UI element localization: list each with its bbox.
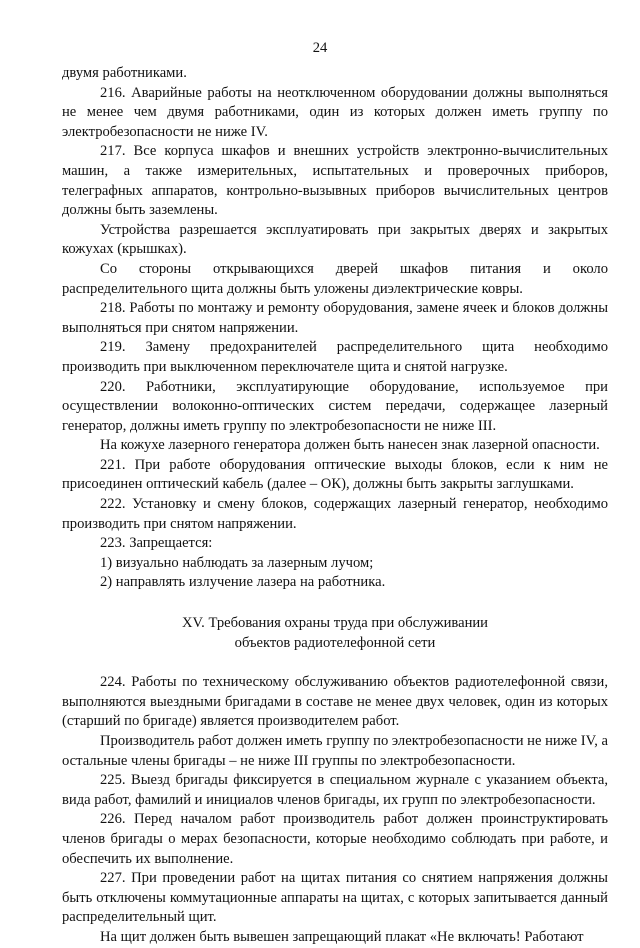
paragraph: двумя работниками.	[62, 65, 187, 81]
paragraph: 224. Работы по техническому обслуживанию объектов радиотелефонной связи, выполняются выездными бригадами в составе не менее двух человек, один из которых (старший по бригаде) является производителем работ.	[62, 674, 608, 730]
paragraph: 2) направлять излучение лазера на работника.	[100, 574, 386, 591]
paragraphs-after-section	[62, 673, 608, 947]
paragraph: Производитель работ должен иметь группу по электробезопасности не ниже IV, а остальные члены бригады – не ниже III группы по электробезопасности.	[62, 733, 609, 769]
paragraph: 217. Все корпуса шкафов и внешних устройств электронно-вычислительных машин, а также измерительных, испытательных и проверочных приборов, телеграфных аппаратов, контрольно-вызывных приборов вычислительных центров должны быть заземлены.	[62, 143, 608, 219]
paragraph: Устройства разрешается эксплуатировать при закрытых дверях и закрытых кожухах (крышках).	[62, 221, 608, 258]
paragraph: 1) визуально наблюдать за лазерным лучом;	[100, 554, 374, 571]
paragraph: 220. Работники, эксплуатирующие оборудование, используемое при осуществлении волоконно-оптических систем передачи, содержащее лазерный генератор, должны иметь группу по электробезопасности не ниже III.	[62, 378, 608, 434]
paragraph: 222. Установку и смену блоков, содержащих лазерный генератор, необходимо производить при снятом напряжении.	[62, 496, 608, 532]
page-number: 24	[312, 40, 328, 56]
paragraphs-before-section	[62, 64, 608, 593]
section-heading	[62, 614, 608, 653]
paragraph: 221. При работе оборудования оптические выходы блоков, если к ним не присоединен оптический кабель (далее – ОК), должны быть закрыты заглушками.	[62, 456, 608, 493]
paragraph: 226. Перед началом работ производитель работ должен проинструктировать членов бригады о мерах безопасности, которые необходимо соблюдать при работе, и обеспечить их выполнение.	[62, 811, 608, 867]
page-content	[62, 64, 608, 948]
paragraph: 227. При проведении работ на щитах питания со снятием напряжения должны быть отключены коммутационные аппараты на щитах, с которых запитывается данный распределительный щит.	[62, 870, 608, 926]
paragraph: 219. Замену предохранителей распределительного щита необходимо производить при выключенном переключателе щита и снятой нагрузке.	[62, 339, 608, 375]
section-heading-line-1: XV. Требования охраны труда при обслуживании	[181, 615, 488, 632]
paragraph: 218. Работы по монтажу и ремонту оборудования, замене ячеек и блоков должны выполняться при снятом напряжении.	[62, 300, 608, 336]
paragraph: 216. Аварийные работы на неотключенном оборудовании должны выполняться не менее чем двумя работниками, один из которых должен иметь группу по электробезопасности не ниже IV.	[62, 84, 608, 140]
paragraph: 225. Выезд бригады фиксируется в специальном журнале с указанием объекта, вида работ, фамилий и инициалов членов бригады, их групп по электробезопасности.	[62, 772, 608, 808]
paragraph: 223. Запрещается:	[100, 535, 213, 552]
paragraph: На кожухе лазерного генератора должен быть нанесен знак лазерной опасности.	[100, 437, 600, 454]
paragraph: На щит должен быть вывешен запрещающий плакат «Не включать! Работают	[100, 928, 584, 945]
paragraph: Со стороны открывающихся дверей шкафов питания и около распределительного щита должны быть уложены диэлектрические ковры.	[62, 260, 608, 297]
section-heading-line-2: объектов радиотелефонной сети	[234, 634, 436, 651]
